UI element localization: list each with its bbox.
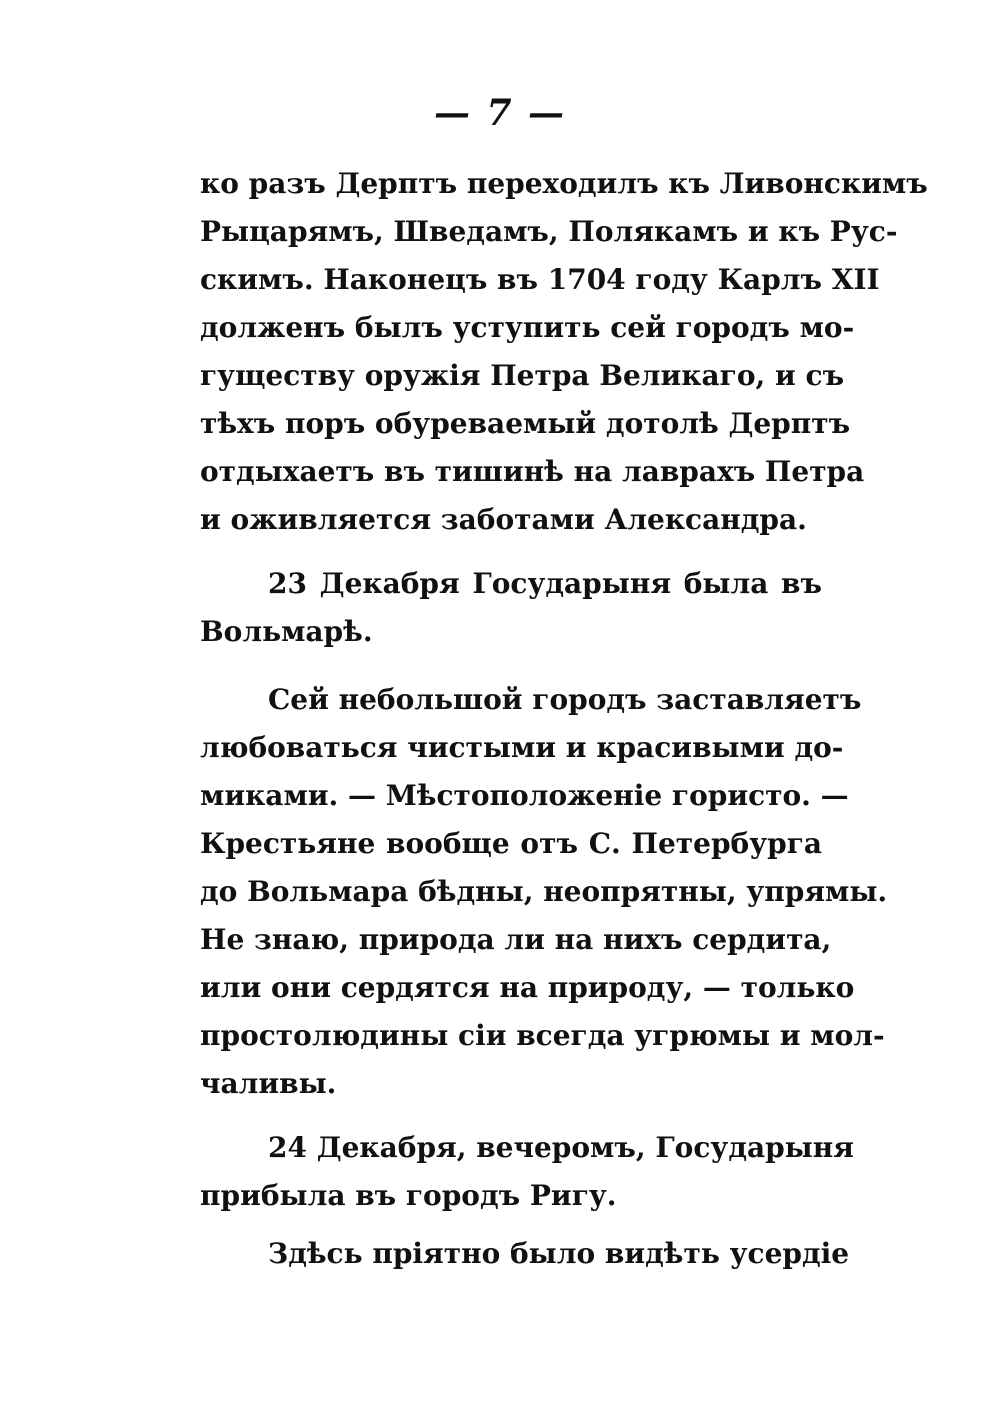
text-line: Сей небольшой городъ заставляетъ [268,683,862,716]
text-line: простолюдины сіи всегда угрюмы и мол- [200,1019,885,1052]
text-line: прибыла въ городъ Ригу. [200,1179,617,1212]
text-line: скимъ. Наконецъ въ 1704 году Карлъ XII [200,263,880,296]
text-line: или они сердятся на природу, — только [200,971,855,1004]
text-line: миками. — Мѣстоположеніе гористо. — [200,779,849,812]
page-number: — 7 — [433,92,567,134]
paragraph-dorpat-history [200,160,928,544]
text-line: ко разъ Дерптъ переходилъ къ Ливонскимъ [200,167,928,200]
text-line: Не знаю, природа ли на нихъ сердита, [200,923,832,956]
text-line: гуществу оружія Петра Великаго, и съ [200,359,845,392]
paragraph-december-23 [200,560,822,656]
text-line: любоваться чистыми и красивыми до- [200,731,844,764]
paragraph-december-24 [200,1124,854,1220]
text-line: и оживляется заботами Александра. [200,503,807,536]
text-line: тѣхъ поръ обуреваемый дотолѣ Дерптъ [200,407,851,440]
text-line: 23 Декабря Государыня была въ [268,567,822,600]
text-line: долженъ былъ уступить сей городъ мо- [200,311,855,344]
text-line: Крестьяне вообще отъ С. Петербурга [200,827,822,860]
text-line: чаливы. [200,1067,337,1100]
text-line: Вольмарѣ. [200,615,373,648]
text-line: Рыцарямъ, Шведамъ, Полякамъ и къ Рус- [200,215,898,248]
text-line: 24 Декабря, вечеромъ, Государыня [268,1131,854,1164]
paragraph-volmar-description [200,676,888,1108]
paragraph-riga-zeal [200,1230,850,1278]
text-line: отдыхаетъ въ тишинѣ на лаврахъ Петра [200,455,865,488]
text-line: до Вольмара бѣдны, неопрятны, упрямы. [200,875,888,908]
text-line: Здѣсь пріятно было видѣть усердіе [268,1237,850,1270]
